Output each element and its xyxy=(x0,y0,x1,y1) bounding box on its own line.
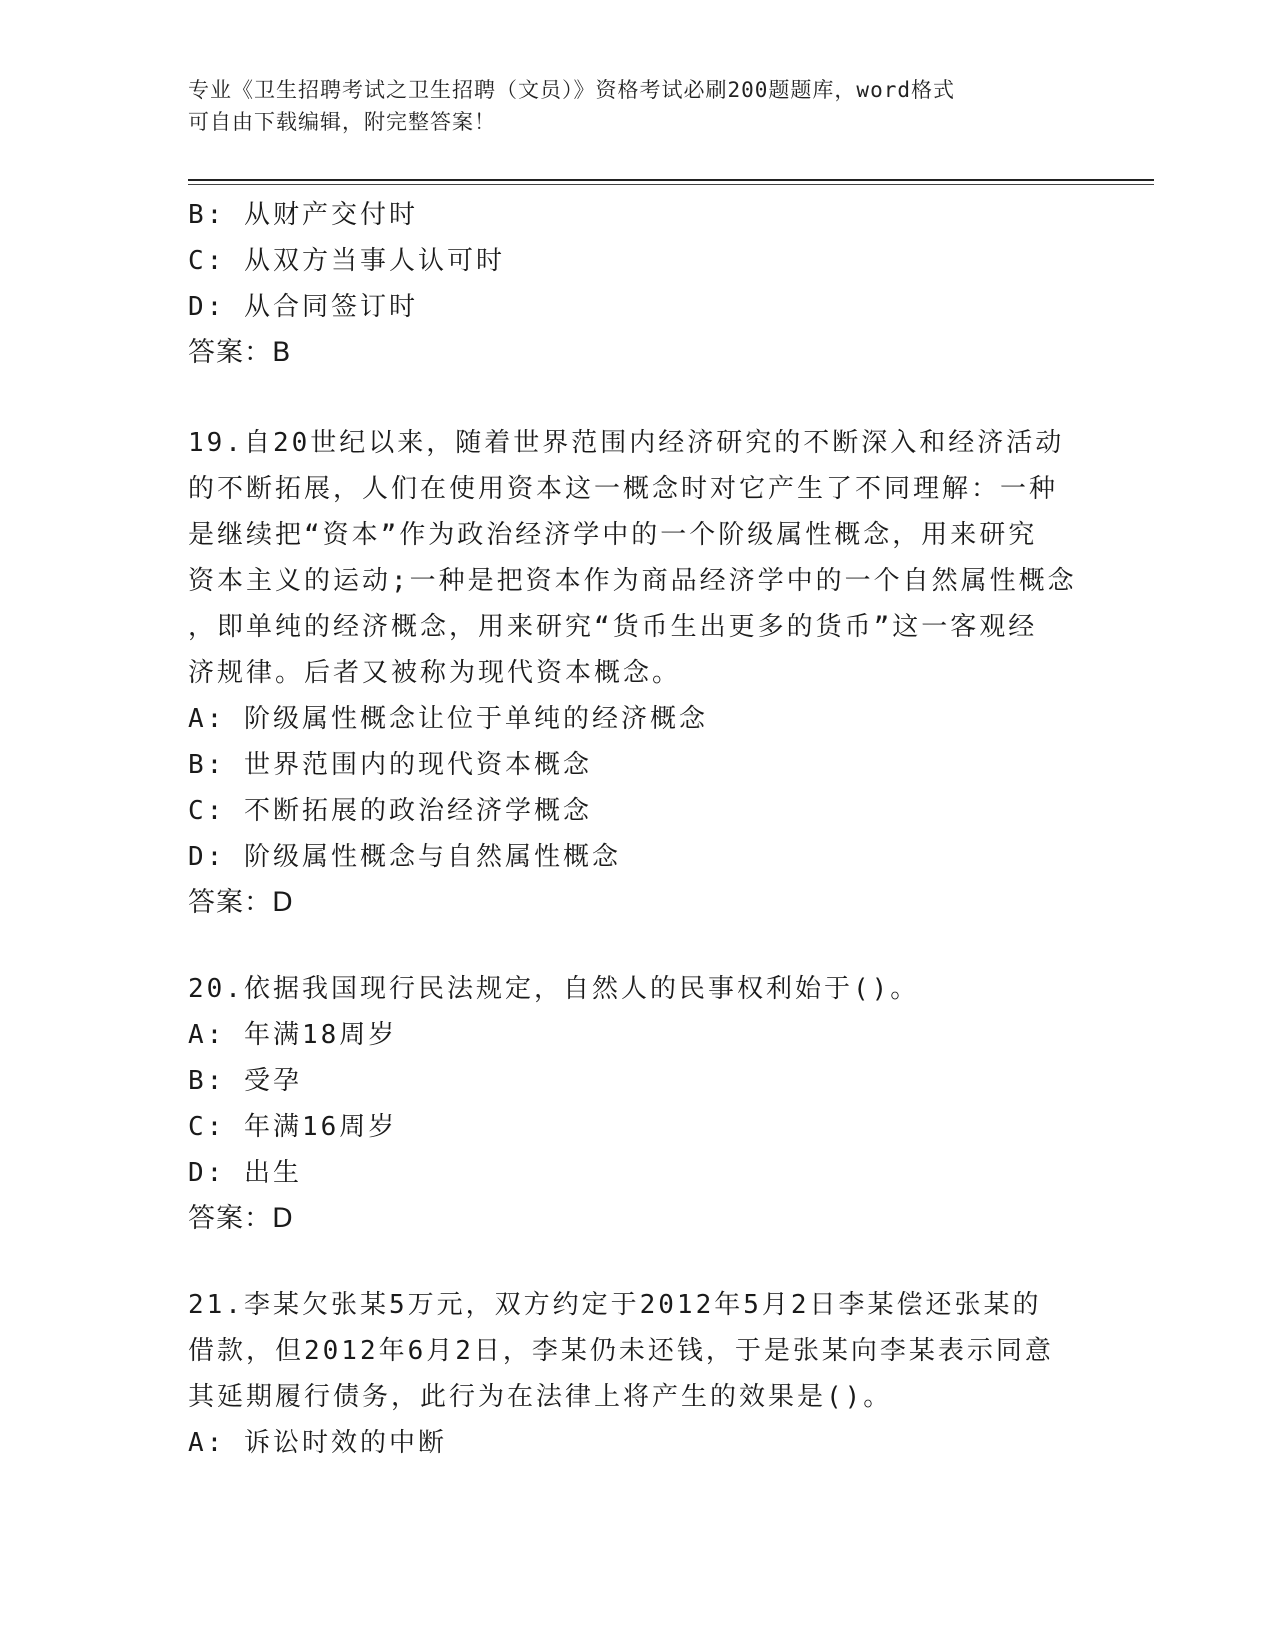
option-d: D: 出生 xyxy=(188,1158,302,1188)
option-d: D: 阶级属性概念与自然属性概念 xyxy=(188,842,621,872)
question-stem-line: 是继续把“资本”作为政治经济学中的一个阶级属性概念，用来研究 xyxy=(188,520,1038,550)
option-c: C: 从双方当事人认可时 xyxy=(188,246,505,276)
header-divider-thick xyxy=(188,179,1154,181)
option-b: B: 从财产交付时 xyxy=(188,200,418,230)
question-stem-line: 的不断拓展，人们在使用资本这一概念时对它产生了不同理解：一种 xyxy=(188,474,1059,504)
question-stem-line: 其延期履行债务，此行为在法律上将产生的效果是()。 xyxy=(188,1382,893,1412)
question-18 xyxy=(188,192,1088,376)
spacer xyxy=(188,1242,1088,1282)
question-stem-line: 借款，但2012年6月2日，李某仍未还钱，于是张某向李某表示同意 xyxy=(188,1336,1054,1366)
question-stem-line: ，即单纯的经济概念，用来研究“货币生出更多的货币”这一客观经 xyxy=(188,612,1038,642)
document-header xyxy=(188,74,1078,138)
question-19 xyxy=(188,420,1088,926)
answer-line: 答案：D xyxy=(188,887,294,918)
question-list xyxy=(188,192,1088,1466)
question-stem-line: 19.自20世纪以来，随着世界范围内经济研究的不断深入和经济活动 xyxy=(188,428,1065,458)
question-stem-line: 济规律。后者又被称为现代资本概念。 xyxy=(188,658,682,688)
option-d: D: 从合同签订时 xyxy=(188,292,418,322)
question-stem-line: 20.依据我国现行民法规定，自然人的民事权利始于()。 xyxy=(188,974,920,1004)
option-b: B: 受孕 xyxy=(188,1066,302,1096)
spacer xyxy=(188,926,1088,966)
header-divider-thin xyxy=(188,184,1154,185)
question-stem-line: 资本主义的运动;一种是把资本作为商品经济学中的一个自然属性概念 xyxy=(188,566,1077,596)
option-a: A: 年满18周岁 xyxy=(188,1020,398,1050)
answer-line: 答案：D xyxy=(188,1203,294,1234)
answer-line: 答案：B xyxy=(188,337,292,368)
spacer xyxy=(188,376,1088,420)
header-line-1: 专业《卫生招聘考试之卫生招聘（文员）》资格考试必刷200题题库，word格式 xyxy=(188,78,955,102)
option-c: C: 年满16周岁 xyxy=(188,1112,398,1142)
option-c: C: 不断拓展的政治经济学概念 xyxy=(188,796,592,826)
option-a: A: 阶级属性概念让位于单纯的经济概念 xyxy=(188,704,708,734)
option-a: A: 诉讼时效的中断 xyxy=(188,1428,447,1458)
header-line-2: 可自由下载编辑，附完整答案！ xyxy=(188,110,496,134)
question-21 xyxy=(188,1282,1088,1466)
option-b: B: 世界范围内的现代资本概念 xyxy=(188,750,592,780)
question-stem-line: 21.李某欠张某5万元，双方约定于2012年5月2日李某偿还张某的 xyxy=(188,1290,1042,1320)
question-20 xyxy=(188,966,1088,1242)
